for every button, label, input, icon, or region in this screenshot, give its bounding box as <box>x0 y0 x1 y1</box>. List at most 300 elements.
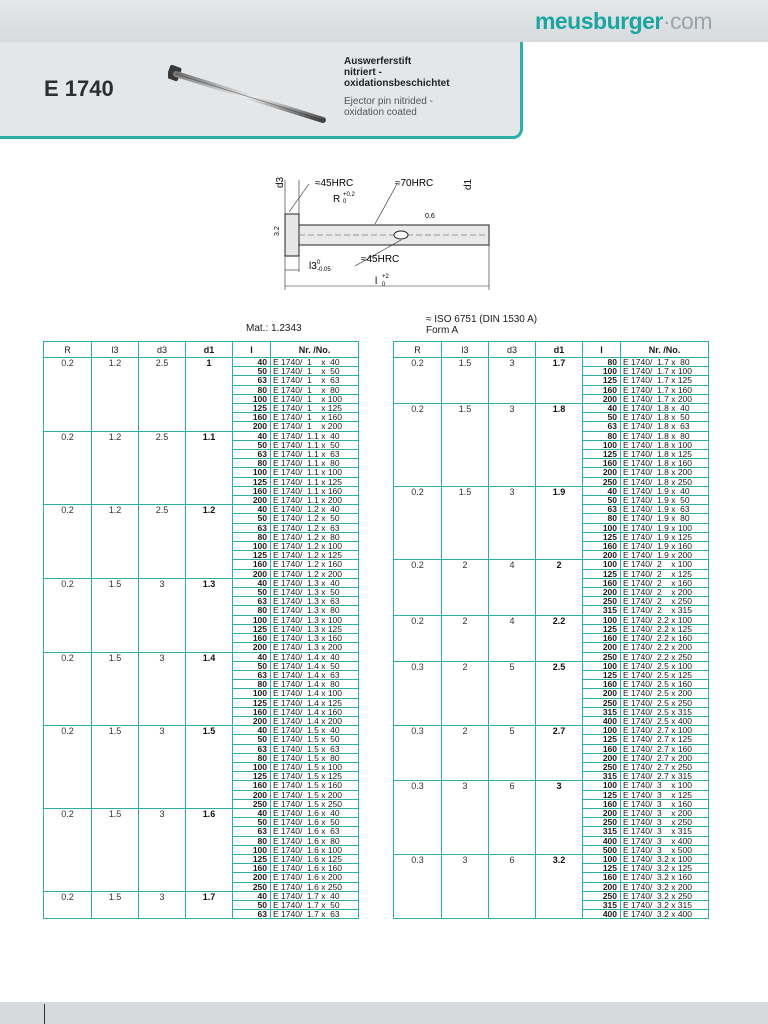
param-d3: 2.5 <box>139 505 186 579</box>
table-row <box>394 615 709 624</box>
length-cell: 250 <box>583 891 621 900</box>
part-number-cell: E 1740/ 2.2 x 200 <box>621 643 709 652</box>
part-number-cell: E 1740/ 1.7 x 200 <box>621 394 709 403</box>
length-cell: 250 <box>583 698 621 707</box>
length-cell: 100 <box>233 845 271 854</box>
length-cell: 50 <box>233 661 271 670</box>
part-number-cell: E 1740/ 1.8 x 50 <box>621 413 709 422</box>
part-number-cell: E 1740/ 2.5 x 160 <box>621 680 709 689</box>
length-cell: 125 <box>233 772 271 781</box>
part-number-cell: E 1740/ 1 x 80 <box>271 385 359 394</box>
part-number-cell: E 1740/ 1.4 x 125 <box>271 698 359 707</box>
column-header: d1 <box>186 342 233 358</box>
hrc-head-label: ≈45HRC <box>315 178 354 189</box>
part-number-cell: E 1740/ 1.2 x 200 <box>271 569 359 578</box>
length-cell: 400 <box>583 716 621 725</box>
param-R: 0.2 <box>44 505 92 579</box>
length-cell: 160 <box>583 744 621 753</box>
part-number-cell: E 1740/ 1 x 63 <box>271 376 359 385</box>
length-cell: 200 <box>583 551 621 560</box>
param-d1: 1.8 <box>536 404 583 487</box>
param-R: 0.2 <box>394 560 442 615</box>
part-number-cell: E 1740/ 3 x 250 <box>621 818 709 827</box>
length-cell: 100 <box>583 854 621 863</box>
length-cell: 80 <box>583 514 621 523</box>
part-number-cell: E 1740/ 1.1 x 80 <box>271 459 359 468</box>
part-number-cell: E 1740/ 1.2 x 100 <box>271 542 359 551</box>
part-number-cell: E 1740/ 1.6 x 160 <box>271 864 359 873</box>
param-R: 0.3 <box>394 854 442 918</box>
part-number-cell: E 1740/ 2 x 160 <box>621 578 709 587</box>
part-number-cell: E 1740/ 2.2 x 250 <box>621 652 709 661</box>
length-cell: 40 <box>233 358 271 367</box>
length-cell: 200 <box>583 689 621 698</box>
length-cell: 160 <box>583 542 621 551</box>
part-number-cell: E 1740/ 1.5 x 100 <box>271 762 359 771</box>
length-cell: 40 <box>233 431 271 440</box>
length-cell: 200 <box>233 496 271 505</box>
part-number-cell: E 1740/ 2 x 125 <box>621 569 709 578</box>
part-number-cell: E 1740/ 1.5 x 250 <box>271 799 359 808</box>
param-d3: 2.5 <box>139 431 186 505</box>
part-number-cell: E 1740/ 2 x 250 <box>621 597 709 606</box>
length-cell: 125 <box>583 376 621 385</box>
part-number-cell: E 1740/ 1 x 125 <box>271 404 359 413</box>
part-number-cell: E 1740/ 1.8 x 250 <box>621 477 709 486</box>
part-number-cell: E 1740/ 1 x 40 <box>271 358 359 367</box>
part-number-cell: E 1740/ 2.7 x 125 <box>621 735 709 744</box>
length-cell: 125 <box>583 864 621 873</box>
param-R: 0.3 <box>394 661 442 725</box>
param-R: 0.2 <box>394 358 442 404</box>
length-cell: 50 <box>233 818 271 827</box>
part-number-cell: E 1740/ 2.5 x 100 <box>621 661 709 670</box>
length-cell: 40 <box>583 404 621 413</box>
part-number-cell: E 1740/ 2.7 x 250 <box>621 762 709 771</box>
length-cell: 63 <box>583 422 621 431</box>
part-number-cell: E 1740/ 1.8 x 40 <box>621 404 709 413</box>
part-number-cell: E 1740/ 3.2 x 250 <box>621 891 709 900</box>
part-number-cell: E 1740/ 2.2 x 160 <box>621 634 709 643</box>
param-d1: 2.7 <box>536 726 583 781</box>
length-cell: 125 <box>233 551 271 560</box>
part-number-cell: E 1740/ 2.5 x 125 <box>621 670 709 679</box>
param-R: 0.2 <box>44 358 92 432</box>
part-number-cell: E 1740/ 1.8 x 100 <box>621 440 709 449</box>
technical-drawing <box>265 160 505 300</box>
length-cell: 200 <box>583 882 621 891</box>
part-number-cell: E 1740/ 2.7 x 315 <box>621 772 709 781</box>
column-header: d3 <box>489 342 536 358</box>
param-d1: 1.6 <box>186 808 233 891</box>
part-number-cell: E 1740/ 1.7 x 50 <box>271 900 359 909</box>
part-number-cell: E 1740/ 3 x 160 <box>621 799 709 808</box>
param-d3: 5 <box>489 661 536 725</box>
length-cell: 100 <box>233 542 271 551</box>
length-cell: 80 <box>583 358 621 367</box>
param-d3: 6 <box>489 854 536 918</box>
hrc-body-label: ≈70HRC <box>395 178 434 189</box>
length-cell: 80 <box>233 532 271 541</box>
part-number-cell: E 1740/ 1.8 x 63 <box>621 422 709 431</box>
l3-label: l3 <box>309 261 317 272</box>
length-cell: 400 <box>583 910 621 919</box>
length-cell: 125 <box>583 735 621 744</box>
d3-label: d3 <box>275 176 286 188</box>
length-cell: 160 <box>583 680 621 689</box>
column-header: Nr. /No. <box>271 342 359 358</box>
length-cell: 160 <box>583 578 621 587</box>
part-number-cell: E 1740/ 3 x 125 <box>621 790 709 799</box>
param-R: 0.2 <box>394 404 442 487</box>
length-cell: 100 <box>583 560 621 569</box>
part-number-cell: E 1740/ 3 x 100 <box>621 781 709 790</box>
length-cell: 80 <box>233 680 271 689</box>
param-l3: 1.5 <box>92 808 139 891</box>
param-R: 0.3 <box>394 726 442 781</box>
part-number-cell: E 1740/ 1.6 x 250 <box>271 882 359 891</box>
length-cell: 100 <box>233 615 271 624</box>
length-cell: 250 <box>583 818 621 827</box>
param-d3: 3 <box>489 358 536 404</box>
length-cell: 40 <box>233 505 271 514</box>
part-number-cell: E 1740/ 1.4 x 200 <box>271 716 359 725</box>
part-number-cell: E 1740/ 1.7 x 40 <box>271 891 359 900</box>
part-number-cell: E 1740/ 1.2 x 50 <box>271 514 359 523</box>
column-header: d1 <box>536 342 583 358</box>
part-number-cell: E 1740/ 1.5 x 63 <box>271 744 359 753</box>
part-number-cell: E 1740/ 1.1 x 160 <box>271 486 359 495</box>
param-d1: 1.9 <box>536 486 583 560</box>
part-number-cell: E 1740/ 1.4 x 50 <box>271 661 359 670</box>
part-number-cell: E 1740/ 1.7 x 100 <box>621 367 709 376</box>
length-cell: 200 <box>583 394 621 403</box>
part-number-cell: E 1740/ 1.4 x 63 <box>271 670 359 679</box>
length-cell: 40 <box>233 652 271 661</box>
param-l3: 1.2 <box>92 431 139 505</box>
param-d3: 3 <box>489 486 536 560</box>
length-cell: 63 <box>233 597 271 606</box>
parts-table-left <box>43 341 359 919</box>
part-number-cell: E 1740/ 2.7 x 100 <box>621 726 709 735</box>
param-d1: 2.5 <box>536 661 583 725</box>
length-cell: 63 <box>233 670 271 679</box>
part-number-cell: E 1740/ 1.9 x 160 <box>621 542 709 551</box>
standard-note: ≈ ISO 6751 (DIN 1530 A) Form A <box>426 314 538 336</box>
part-number-cell: E 1740/ 1.6 x 125 <box>271 854 359 863</box>
part-number-cell: E 1740/ 1.7 x 63 <box>271 910 359 919</box>
param-R: 0.2 <box>394 486 442 560</box>
param-d3: 3 <box>139 808 186 891</box>
length-label: l <box>375 276 378 287</box>
length-cell: 40 <box>233 891 271 900</box>
part-number-cell: E 1740/ 1.2 x 63 <box>271 523 359 532</box>
param-d1: 1.1 <box>186 431 233 505</box>
length-cell: 100 <box>233 762 271 771</box>
param-d1: 1.3 <box>186 578 233 652</box>
length-cell: 100 <box>583 523 621 532</box>
part-number-cell: E 1740/ 1.4 x 80 <box>271 680 359 689</box>
length-cell: 80 <box>233 459 271 468</box>
part-number-cell: E 1740/ 1.5 x 160 <box>271 781 359 790</box>
column-header: d3 <box>139 342 186 358</box>
length-cell: 50 <box>233 367 271 376</box>
length-cell: 100 <box>583 781 621 790</box>
length-cell: 200 <box>233 569 271 578</box>
length-cell: 40 <box>233 578 271 587</box>
part-number-cell: E 1740/ 1.4 x 100 <box>271 689 359 698</box>
product-header <box>0 42 523 139</box>
part-number-cell: E 1740/ 1.9 x 50 <box>621 496 709 505</box>
part-number-cell: E 1740/ 1.8 x 160 <box>621 459 709 468</box>
param-d3: 3 <box>139 891 186 919</box>
length-cell: 63 <box>583 505 621 514</box>
length-cell: 125 <box>233 404 271 413</box>
length-cell: 40 <box>233 808 271 817</box>
param-d1: 1.2 <box>186 505 233 579</box>
param-l3: 2 <box>442 615 489 661</box>
part-number-cell: E 1740/ 1.2 x 80 <box>271 532 359 541</box>
length-cell: 100 <box>233 468 271 477</box>
part-number-cell: E 1740/ 1.6 x 80 <box>271 836 359 845</box>
table-row <box>394 781 709 790</box>
part-number-cell: E 1740/ 2.7 x 200 <box>621 753 709 762</box>
part-number-cell: E 1740/ 1.3 x 80 <box>271 606 359 615</box>
param-d3: 3 <box>489 404 536 487</box>
part-number-cell: E 1740/ 2.5 x 400 <box>621 716 709 725</box>
part-number-cell: E 1740/ 1.8 x 200 <box>621 468 709 477</box>
param-l3: 1.5 <box>442 404 489 487</box>
part-number-cell: E 1740/ 1.1 x 200 <box>271 496 359 505</box>
part-number-cell: E 1740/ 3 x 400 <box>621 836 709 845</box>
length-cell: 160 <box>583 634 621 643</box>
part-number-cell: E 1740/ 1.4 x 160 <box>271 707 359 716</box>
part-number-cell: E 1740/ 1.5 x 125 <box>271 772 359 781</box>
part-number-cell: E 1740/ 1.5 x 40 <box>271 726 359 735</box>
param-d1: 1 <box>186 358 233 432</box>
length-cell: 63 <box>233 744 271 753</box>
part-number-cell: E 1740/ 1.2 x 40 <box>271 505 359 514</box>
length-cell: 200 <box>233 422 271 431</box>
part-number-cell: E 1740/ 1.9 x 80 <box>621 514 709 523</box>
param-R: 0.2 <box>44 726 92 809</box>
part-number-cell: E 1740/ 1.2 x 160 <box>271 560 359 569</box>
part-number-cell: E 1740/ 1.5 x 50 <box>271 735 359 744</box>
roughness-label: 0.6 <box>425 213 435 220</box>
param-l3: 2 <box>442 661 489 725</box>
part-number-cell: E 1740/ 1.3 x 125 <box>271 624 359 633</box>
length-cell: 250 <box>583 652 621 661</box>
length-cell: 80 <box>583 431 621 440</box>
length-cell: 315 <box>583 900 621 909</box>
param-R: 0.2 <box>44 808 92 891</box>
length-cell: 125 <box>583 790 621 799</box>
param-d1: 1.7 <box>186 891 233 919</box>
length-cell: 100 <box>583 661 621 670</box>
param-d1: 3.2 <box>536 854 583 918</box>
length-cell: 125 <box>233 698 271 707</box>
part-number-cell: E 1740/ 1.9 x 63 <box>621 505 709 514</box>
part-number-cell: E 1740/ 1.7 x 125 <box>621 376 709 385</box>
part-number-cell: E 1740/ 2 x 100 <box>621 560 709 569</box>
part-number-cell: E 1740/ 1.6 x 200 <box>271 873 359 882</box>
param-R: 0.3 <box>394 781 442 855</box>
brand-logo: meusburger·com <box>534 8 712 34</box>
length-cell: 200 <box>583 808 621 817</box>
svg-text:+2: +2 <box>382 274 389 280</box>
length-cell: 100 <box>583 615 621 624</box>
length-cell: 80 <box>233 753 271 762</box>
part-number-cell: E 1740/ 1.8 x 125 <box>621 450 709 459</box>
length-cell: 80 <box>233 385 271 394</box>
param-l3: 1.5 <box>92 652 139 726</box>
part-number-cell: E 1740/ 1 x 160 <box>271 413 359 422</box>
length-cell: 40 <box>583 486 621 495</box>
part-number-cell: E 1740/ 1.7 x 160 <box>621 385 709 394</box>
part-number-cell: E 1740/ 2.5 x 315 <box>621 707 709 716</box>
length-cell: 250 <box>583 762 621 771</box>
param-d1: 2 <box>536 560 583 615</box>
length-cell: 400 <box>583 836 621 845</box>
part-number-cell: E 1740/ 1.3 x 200 <box>271 643 359 652</box>
param-d1: 1.7 <box>536 358 583 404</box>
length-cell: 125 <box>583 532 621 541</box>
length-cell: 100 <box>233 689 271 698</box>
param-d3: 3 <box>139 726 186 809</box>
part-number-cell: E 1740/ 1.6 x 50 <box>271 818 359 827</box>
part-number-cell: E 1740/ 2.2 x 125 <box>621 624 709 633</box>
radius-label: R <box>333 194 341 205</box>
length-cell: 200 <box>233 873 271 882</box>
part-number-cell: E 1740/ 1.8 x 80 <box>621 431 709 440</box>
param-d3: 6 <box>489 781 536 855</box>
length-cell: 160 <box>233 413 271 422</box>
length-cell: 200 <box>233 790 271 799</box>
part-number-cell: E 1740/ 1.1 x 63 <box>271 450 359 459</box>
part-number-cell: E 1740/ 1.3 x 160 <box>271 634 359 643</box>
part-number-cell: E 1740/ 1 x 50 <box>271 367 359 376</box>
length-cell: 100 <box>583 367 621 376</box>
length-cell: 160 <box>233 781 271 790</box>
part-number-cell: E 1740/ 1.7 x 80 <box>621 358 709 367</box>
length-cell: 50 <box>233 440 271 449</box>
part-number-cell: E 1740/ 1.6 x 100 <box>271 845 359 854</box>
part-number-cell: E 1740/ 3.2 x 315 <box>621 900 709 909</box>
part-number-cell: E 1740/ 1.6 x 63 <box>271 827 359 836</box>
length-cell: 160 <box>233 707 271 716</box>
length-cell: 200 <box>583 643 621 652</box>
part-number-cell: E 1740/ 1.1 x 125 <box>271 477 359 486</box>
material-note: Mat.: 1.2343 <box>246 323 302 334</box>
param-R: 0.2 <box>44 652 92 726</box>
ejector-pin-image <box>168 64 328 124</box>
length-cell: 63 <box>233 376 271 385</box>
param-d3: 5 <box>489 726 536 781</box>
param-l3: 1.5 <box>442 486 489 560</box>
param-d3: 4 <box>489 560 536 615</box>
param-d1: 3 <box>536 781 583 855</box>
param-l3: 1.2 <box>92 358 139 432</box>
hrc-shank-label: ≈45HRC <box>361 254 400 265</box>
part-number-cell: E 1740/ 1.3 x 50 <box>271 588 359 597</box>
length-cell: 50 <box>233 735 271 744</box>
svg-text:0: 0 <box>382 282 386 288</box>
product-code: E 1740 <box>44 76 114 101</box>
length-cell: 160 <box>583 459 621 468</box>
param-R: 0.2 <box>44 578 92 652</box>
length-cell: 250 <box>233 799 271 808</box>
footer-divider <box>44 1004 45 1024</box>
length-cell: 125 <box>583 624 621 633</box>
part-number-cell: E 1740/ 3.2 x 200 <box>621 882 709 891</box>
length-cell: 315 <box>583 772 621 781</box>
param-l3: 2 <box>442 560 489 615</box>
length-cell: 50 <box>233 900 271 909</box>
param-l3: 1.5 <box>92 726 139 809</box>
param-d1: 1.4 <box>186 652 233 726</box>
part-number-cell: E 1740/ 3.2 x 160 <box>621 873 709 882</box>
length-cell: 200 <box>583 588 621 597</box>
part-number-cell: E 1740/ 2.2 x 100 <box>621 615 709 624</box>
column-header: l3 <box>442 342 489 358</box>
length-cell: 200 <box>583 753 621 762</box>
parts-table-right <box>393 341 709 919</box>
length-cell: 250 <box>583 597 621 606</box>
column-header: Nr. /No. <box>621 342 709 358</box>
part-number-cell: E 1740/ 1.5 x 200 <box>271 790 359 799</box>
length-cell: 160 <box>583 799 621 808</box>
length-cell: 125 <box>233 477 271 486</box>
length-cell: 63 <box>233 523 271 532</box>
column-header: R <box>44 342 92 358</box>
length-cell: 63 <box>233 827 271 836</box>
length-cell: 80 <box>233 606 271 615</box>
length-cell: 125 <box>583 569 621 578</box>
length-cell: 63 <box>233 910 271 919</box>
part-number-cell: E 1740/ 1.3 x 63 <box>271 597 359 606</box>
footer-bar <box>0 1002 768 1024</box>
svg-text:0: 0 <box>343 199 347 205</box>
part-number-cell: E 1740/ 1.1 x 50 <box>271 440 359 449</box>
table-row <box>44 652 359 661</box>
length-cell: 100 <box>583 440 621 449</box>
param-l3: 1.5 <box>92 891 139 919</box>
part-number-cell: E 1740/ 1.9 x 100 <box>621 523 709 532</box>
length-cell: 250 <box>233 882 271 891</box>
svg-text:-0.05: -0.05 <box>317 267 331 273</box>
length-cell: 160 <box>233 560 271 569</box>
length-cell: 63 <box>233 450 271 459</box>
part-number-cell: E 1740/ 3.2 x 125 <box>621 864 709 873</box>
part-number-cell: E 1740/ 1.9 x 200 <box>621 551 709 560</box>
length-cell: 125 <box>583 450 621 459</box>
part-number-cell: E 1740/ 1.1 x 100 <box>271 468 359 477</box>
part-number-cell: E 1740/ 1.9 x 125 <box>621 532 709 541</box>
length-cell: 50 <box>583 496 621 505</box>
length-cell: 80 <box>233 836 271 845</box>
part-number-cell: E 1740/ 3 x 500 <box>621 845 709 854</box>
length-cell: 100 <box>583 726 621 735</box>
length-cell: 315 <box>583 827 621 836</box>
length-cell: 160 <box>583 385 621 394</box>
head-dim-label: 3.2 <box>274 226 281 236</box>
d1-label: d1 <box>463 178 474 190</box>
length-cell: 160 <box>233 864 271 873</box>
title-english: Ejector pin nitrided - oxidation coated <box>344 96 433 118</box>
param-d3: 4 <box>489 615 536 661</box>
column-header: R <box>394 342 442 358</box>
table-row <box>44 431 359 440</box>
